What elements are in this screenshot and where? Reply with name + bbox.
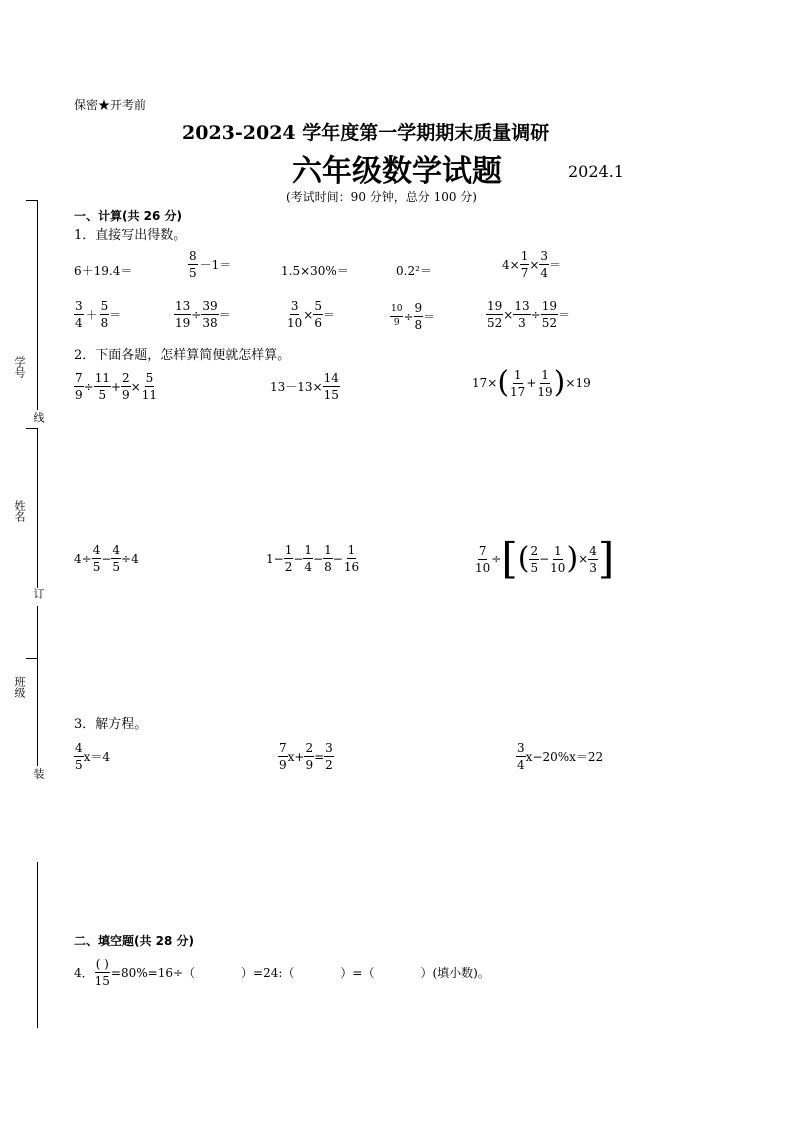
calc-item: 1− $\frac{1}{2}$ − $\frac{1}{4}$ − $\frac{1}{8}$ − $\frac{1}{16}$ — [266, 543, 360, 574]
calc-item: $\frac{7}{10}$ ÷ [ ( $\frac{2}{5}$ − $\frac{1}{10}$ ) × $\frac{4}{3}$ ] — [475, 534, 615, 583]
calc-item: 4÷ $\frac{4}{5}$ − $\frac{4}{5}$ ÷4 — [74, 543, 139, 574]
binding-line — [37, 428, 38, 588]
calc-item: 17× ( $\frac{1}{17}$ + $\frac{1}{19}$ ) ×19 — [472, 365, 591, 400]
calc-item: $\frac{8}{5}$ －1＝ — [189, 249, 232, 280]
calc-item: 4× $\frac{1}{7}$ × $\frac{3}{4}$ ＝ — [502, 249, 562, 280]
q4-text: =80%=16÷（ — [110, 966, 196, 980]
question2-heading: 2．下面各题，怎样算简便就怎样算。 — [74, 348, 291, 363]
equation-item: $\frac{7}{9}$ x+ $\frac{2}{9}$ = $\frac{3}{2}$ — [279, 741, 333, 772]
q4-text: ）=（ — [340, 966, 375, 980]
calc-item: $\frac{7}{9}$ ÷ $\frac{11}{5}$ + $\frac{2}{9}$ × $\frac{5}{11}$ — [75, 371, 158, 402]
student-number-label: 学号 — [13, 356, 26, 378]
secret-label: 保密★开考前 — [74, 98, 147, 112]
calc-item: $\frac{13}{19}$ ÷ $\frac{39}{38}$ ＝ — [175, 299, 231, 330]
calc-item: $\frac{19}{52}$ × $\frac{13}{3}$ ÷ $\frac{19}{52}$ ＝ — [487, 299, 570, 330]
question-number: 4． — [74, 966, 94, 980]
binding-line — [37, 606, 38, 766]
q4-text: ）(填小数)。 — [420, 966, 490, 980]
section2-heading: 二、填空题(共 28 分) — [74, 934, 195, 948]
binding-line — [37, 862, 38, 1028]
page-title: 六年级数学试题 — [292, 154, 502, 189]
calc-item: 13－13× $\frac{14}{15}$ — [270, 371, 339, 402]
binding-mark-xian: 线 — [32, 412, 45, 423]
calc-item: 1.5×30%＝ — [281, 264, 349, 278]
fill-in-question-4 — [74, 958, 490, 987]
field-line — [26, 658, 38, 659]
equation-item: $\frac{4}{5}$ x＝4 — [75, 741, 111, 772]
field-line — [26, 200, 38, 201]
calc-item: $\frac{3}{4}$ ＋ $\frac{5}{8}$ ＝ — [75, 299, 122, 330]
calc-item: $\frac{10}{9}$ ÷ $\frac{9}{8}$ ＝ — [391, 301, 436, 332]
q4-text: ）=24:（ — [241, 966, 295, 980]
calc-item: $\frac{3}{10}$ × $\frac{5}{6}$ ＝ — [287, 299, 335, 330]
binding-mark-zhuang: 装 — [32, 768, 45, 779]
class-label: 班级 — [13, 676, 26, 698]
exam-subtitle: (考试时间：90 分钟，总分 100 分) — [286, 190, 477, 204]
binding-mark-ding: 订 — [32, 588, 45, 599]
question3-heading: 3．解方程。 — [74, 717, 148, 732]
student-name-label: 姓名 — [13, 500, 26, 522]
calc-item: 6＋19.4＝ — [74, 264, 133, 278]
blank-numerator[interactable]: ( ) — [95, 957, 109, 971]
exam-date: 2024.1 — [568, 162, 624, 181]
equation-item: $\frac{3}{4}$ x−20%x＝22 — [517, 741, 604, 772]
binding-line — [37, 200, 38, 410]
question1-heading: 1．直接写出得数。 — [74, 228, 187, 243]
exam-title: 2023-2024 学年度第一学期期末质量调研 — [182, 122, 550, 144]
field-line — [26, 428, 38, 429]
calc-item: 0.2²＝ — [396, 264, 432, 278]
denominator: 15 — [94, 974, 110, 988]
section1-heading: 一、计算(共 26 分) — [74, 209, 183, 223]
